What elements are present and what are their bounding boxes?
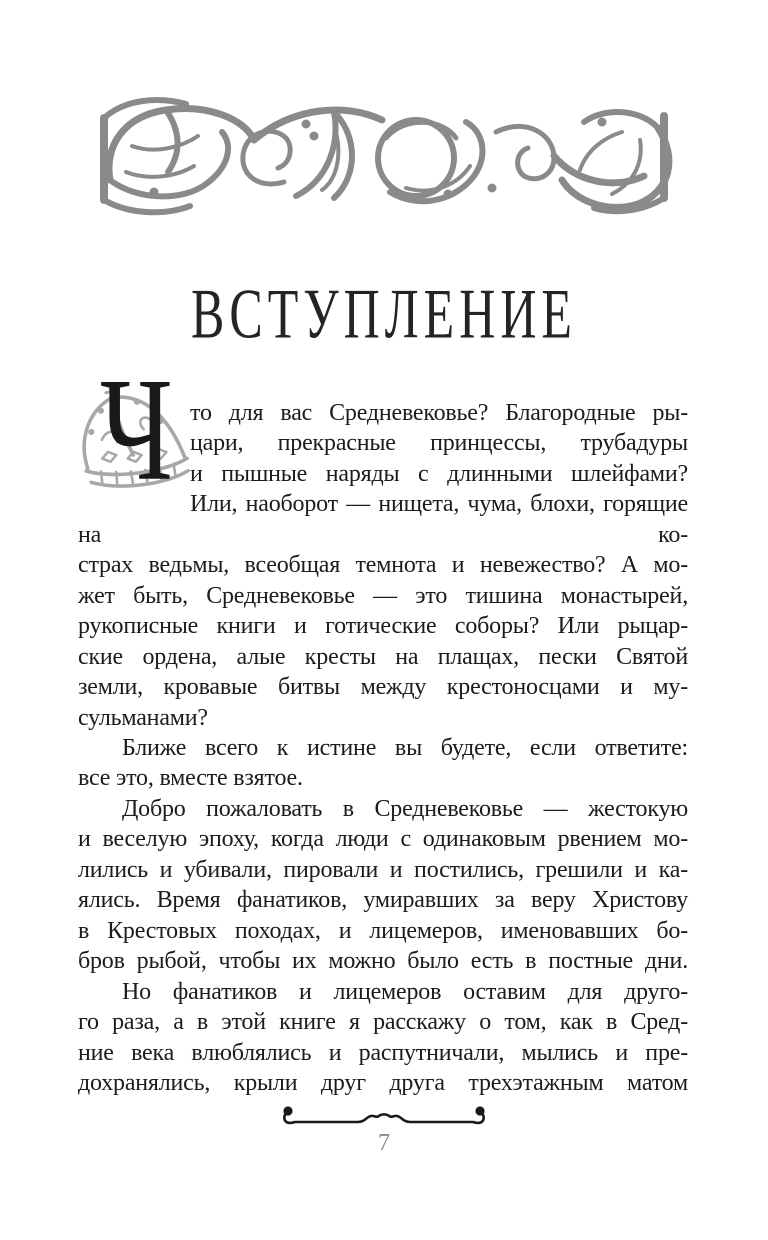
text-line: то для вас Средневековье? Благородные ры-: [190, 400, 688, 426]
paragraph: [78, 733, 688, 794]
drop-cap-block: [78, 348, 190, 512]
text-line: Или, наоборот — нищета, чума, блохи, горящие на ко-: [78, 491, 688, 548]
text-line: земли, кровавые битвы между крестоносцами и му-: [78, 674, 688, 701]
text-block: [78, 348, 688, 1098]
chapter-title: ВСТУПЛЕНИЕ: [191, 273, 577, 353]
text-line: рукописные книги и готические соборы? Или рыцар-: [78, 613, 688, 640]
text-line: бров рыбой, чтобы их можно было есть в постные дни.: [78, 948, 688, 975]
text-line: ские ордена, алые кресты на плащах, пески Святой: [78, 643, 688, 670]
headpiece-ornament-icon: [94, 88, 674, 225]
text-line: лились и убивали, пировали и постились, грешили и ка-: [78, 856, 688, 883]
drop-cap-letter: Ч: [100, 348, 173, 512]
paragraph: [78, 794, 688, 977]
text-line: сульманами?: [78, 704, 208, 731]
paragraph: [78, 977, 688, 1099]
text-line: жет быть, Средневековье — это тишина монастырей,: [78, 582, 688, 609]
text-line: Но фанатиков и лицемеров оставим для друго-: [122, 978, 688, 1005]
text-line: ялись. Время фанатиков, умиравших за веру Христову: [78, 887, 688, 914]
text-line: дохранялись, крыли друг друга трехэтажным матом: [78, 1069, 688, 1096]
text-line: страх ведьмы, всеобщая темнота и невежество? А мо-: [78, 552, 688, 579]
text-line: в Крестовых походах, и лицемеров, именовавших бо-: [78, 917, 688, 944]
text-line: и веселую эпоху, когда люди с одинаковым рвением мо-: [78, 826, 688, 853]
text-line: ние века влюблялись и распутничали, мылись и пре-: [78, 1039, 688, 1066]
text-line: го раза, а в этой книге я расскажу о том, как в Сред-: [78, 1009, 688, 1036]
text-line: и пышные наряды с длинными шлейфами?: [190, 460, 688, 487]
page-number: 7: [378, 1130, 390, 1156]
text-line: все это, вместе взятое.: [78, 765, 303, 792]
footer-flourish-icon: [281, 1104, 487, 1130]
text-line: Добро пожаловать в Средневековье — жестокую: [122, 795, 688, 822]
text-line: Ближе всего к истине вы будете, если ответите:: [122, 734, 688, 761]
text-line: цари, прекрасные принцессы, трубадуры: [190, 430, 688, 457]
